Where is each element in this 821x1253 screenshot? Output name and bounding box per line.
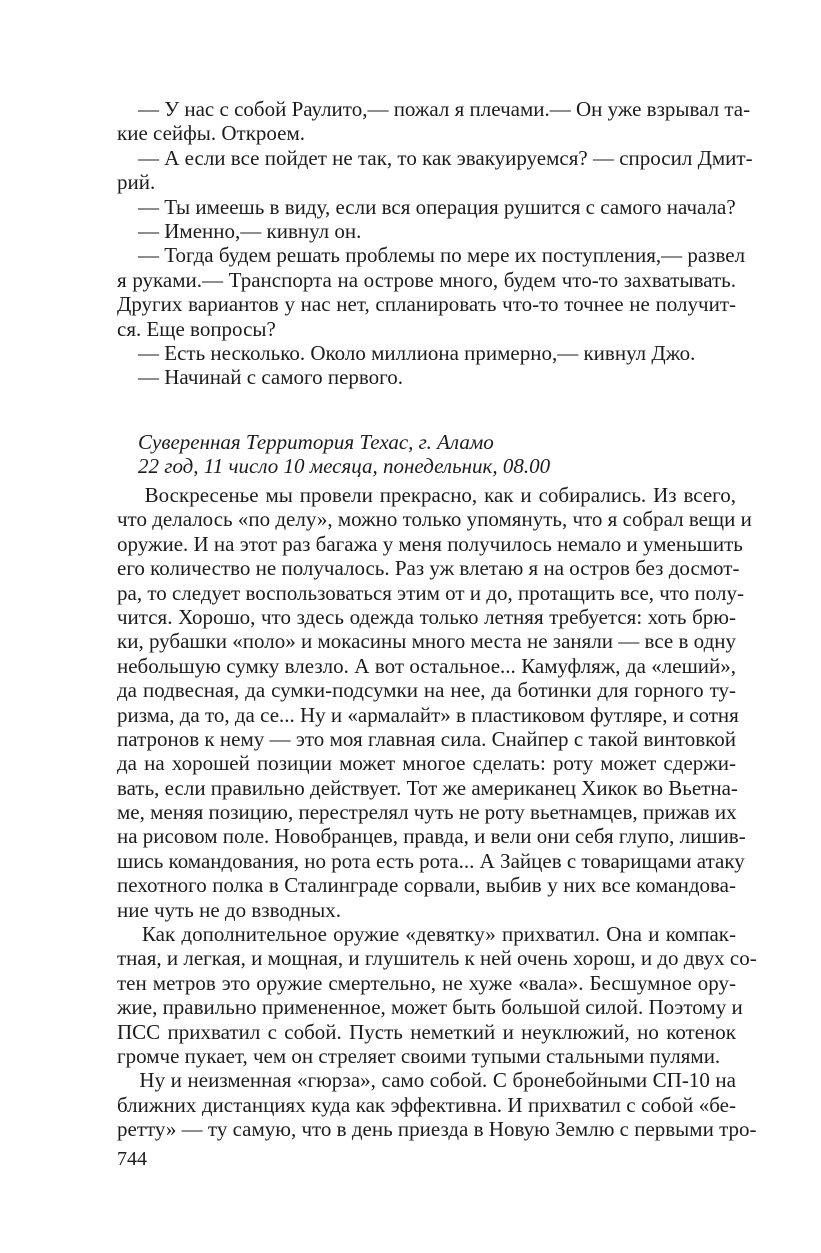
dialogue-line: кие сейфы. Откроем. [117,121,306,146]
body-line: шись командования, но рота есть рота... А Зайцев с товарищами атаку [117,848,745,873]
body-line: пехотного полка в Сталинграде сорвали, выбив у них все командова- [117,873,736,898]
chapter-heading [117,430,736,479]
body-line: ПСС прихватил с собой. Пусть неметкий и неуклюжий, но котенок [117,1019,736,1044]
dialogue-line: — Тогда будем решать проблемы по мере их поступления,— развел [117,243,746,268]
heading-location: Суверенная Территория Техас, г. Аламо [117,430,494,454]
body-line: тен метров это оружие смертельно, не хуже «вала». Бесшумное ору- [117,970,736,995]
body-line: патронов к нему — это моя главная сила. Снайпер с такой винтовкой [117,726,736,751]
body-line: чится. Хорошо, что здесь одежда только летняя требуется: хоть брю- [117,604,736,629]
body-line: ризма, да то, да се... Ну и «армалайт» в пластиковом футляре, и сотня [117,702,739,727]
dialogue-line: — У нас с собой Раулито,— пожал я плечами.— Он уже взрывал та- [117,97,751,121]
dialogue-line: — А если все пойдет не так, то как эвакуируемся? — спросил Дмит- [117,145,753,170]
heading-date: 22 год, 11 число 10 месяца, понедельник, 08.00 [117,454,551,479]
body-line: оружие. И на этот раз багажа у меня получилось немало и уменьшить [117,531,743,556]
body-line: его количество не получалось. Раз уж влетаю я на остров без досмот- [117,556,740,581]
dialogue-line: Других вариантов у нас нет, спланировать что-то точнее не получит- [117,292,736,317]
body-line: небольшую сумку влезло. А вот остальное... Камуфляж, да «леший», [117,653,736,678]
body-line: на рисовом поле. Новобранцев, правда, и вели они себя глупо, лишив- [117,824,746,849]
dialogue-line: я руками.— Транспорта на острове много, будем что-то захватывать. [117,267,736,292]
body-line: вать, если правильно действует. Тот же американец Хикок во Вьетна- [117,775,738,800]
body-line: что делалось «по делу», можно только упомянуть, что я собрал вещи и [117,507,752,532]
dialogue-line: — Начинай с самого первого. [117,365,404,390]
body-line: ретту» — ту самую, что в день приезда в Новую Землю с первыми тро- [117,1117,757,1142]
dialogue-line: рий. [117,170,156,195]
body-line: да на хорошей позиции может многое сделать: роту может сдержи- [117,751,736,776]
narrative-section [117,483,757,1142]
dialogue-line: — Именно,— кивнул он. [117,218,362,243]
dialogue-section [117,97,753,390]
body-line: ме, меняя позицию, перестрелял чуть не роту вьетнамцев, прижав их [117,800,737,825]
dialogue-line: — Ты имеешь в виду, если вся операция рушится с самого начала? [117,194,736,219]
body-line: ближних дистанциях куда как эффективна. И прихватил с собой «бе- [117,1092,736,1117]
dialogue-line: ся. Еще вопросы? [117,316,276,341]
body-line: Воскресенье мы провели прекрасно, как и собирались. Из всего, [117,483,736,507]
body-line: ра, то следует воспользоваться этим от и до, протащить все, что полу- [117,580,744,605]
page-number: 744 [117,1148,147,1170]
body-line: Ну и неизменная «гюрза», само собой. С бронебойными СП-10 на [117,1068,736,1093]
body-line: тная, и легкая, и мощная, и глушитель к ней очень хорош, и до двух со- [117,946,757,971]
body-line: ки, рубашки «поло» и мокасины много места не заняли — все в одну [117,629,736,654]
body-line: ние чуть не до взводных. [117,897,342,922]
body-line: громче пукает, чем он стреляет своими тупыми стальными пулями. [117,1043,721,1068]
dialogue-line: — Есть несколько. Около миллиона примерно,— кивнул Джо. [117,340,696,365]
body-line: жие, правильно примененное, может быть большой силой. Поэтому и [117,995,743,1020]
body-line: Как дополнительное оружие «девятку» прихватил. Она и компак- [117,922,736,947]
body-line: да подвесная, да сумки-подсумки на нее, да ботинки для горного ту- [117,678,736,703]
